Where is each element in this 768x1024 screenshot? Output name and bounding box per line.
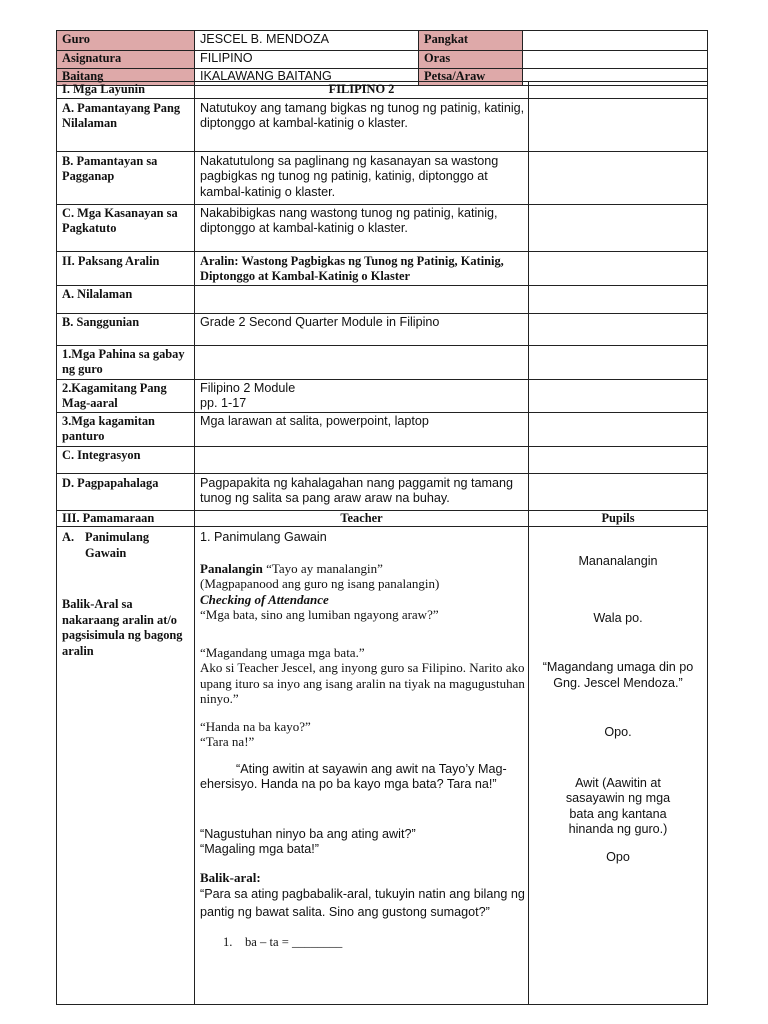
panimulang-heading <box>62 530 194 561</box>
pamantayang-text: Natutukoy ang tamang bigkas ng tunog ng patinig, katinig, diptonggo at kambal-katinig o klaster. <box>195 98 529 151</box>
kasanayan-text: Nakabibigkas nang wastong tunog ng patinig, katinig, diptonggo at kambal-katinig o klaster. <box>195 204 529 251</box>
nilalaman-label: A. Nilalaman <box>57 285 195 313</box>
paksang-text: Aralin: Wastong Pagbigkas ng Tunog ng Patinig, Katinig, Diptonggo at Kambal-Katinig o Klaster <box>195 251 529 285</box>
panalangin-note: (Magpapanood ang guro ng isang panalangin) <box>200 576 440 591</box>
empty-cell <box>529 313 708 345</box>
empty-cell <box>529 82 708 99</box>
pagganap-text: Nakatutulong sa paglinang ng kasanayan sa wastong pagbigkas ng tunog ng patinig, katinig, diptonggo at kambal-katinig o klaster. <box>195 151 529 204</box>
kagamitang-label: 2.Kagamitang Pang Mag-aaral <box>57 379 195 412</box>
pupils-cell <box>529 527 708 1005</box>
panimulang-text: Panimulang Gawain <box>85 530 150 560</box>
empty-cell <box>529 204 708 251</box>
tara-line: “Tara na!” <box>200 734 255 749</box>
checking-attendance: Checking of Attendance <box>200 591 329 607</box>
awitin-instruction: “Ating awitin at sayawin ang awit na Tayo’y Mag-ehersisyo. Handa na po ba kayo mga bata? Tara na!” <box>200 761 507 791</box>
pamantayang-label: A. Pamantayang Pang Nilalaman <box>57 98 195 151</box>
pangkat-value <box>523 31 708 51</box>
oras-value <box>523 51 708 69</box>
nagustuhan-question: “Nagustuhan ninyo ba ang ating awit?” <box>200 826 416 841</box>
empty-cell <box>529 412 708 446</box>
panalangin-line <box>200 561 528 577</box>
procedure-left-cell <box>57 527 195 1005</box>
pupil-umaga: “Magandang umaga din po Gng. Jescel Mendoza.” <box>542 660 694 690</box>
header-table <box>56 30 708 86</box>
empty-cell <box>529 379 708 412</box>
kagamitang-line1: Filipino 2 Module <box>200 380 296 395</box>
layunin-label: I. Mga Layunin <box>57 82 195 99</box>
kasanayan-label: C. Mga Kasanayan sa Pagkatuto <box>57 204 195 251</box>
review-item-1-text: ba – ta = ________ <box>245 935 343 949</box>
pagpapahalaga-label: D. Pagpapahalaga <box>57 473 195 510</box>
pupils-header: Pupils <box>529 510 708 527</box>
asignatura-label: Asignatura <box>57 51 195 69</box>
asignatura-value: FILIPINO <box>195 51 419 69</box>
lesson-plan-table <box>56 81 708 1005</box>
pupil-wala-po: Wala po. <box>593 610 643 625</box>
petsa-label: Petsa/Araw <box>419 68 523 86</box>
balik-aral-text: “Para sa ating pagbabalik-aral, tukuyin natin ang bilang ng pantig ng bawat salita. Sino ang gustong sumagot?” <box>200 887 525 919</box>
sanggunian-label: B. Sanggunian <box>57 313 195 345</box>
integrasyon-label: C. Integrasyon <box>57 446 195 473</box>
empty-cell <box>195 285 529 313</box>
empty-cell <box>529 251 708 285</box>
pupil-opo: Opo. <box>604 725 632 739</box>
sanggunian-text: Grade 2 Second Quarter Module in Filipino <box>195 313 529 345</box>
magaling-line: “Magaling mga bata!” <box>200 842 320 856</box>
guro-value: JESCEL B. MENDOZA <box>195 31 419 51</box>
layunin-title: FILIPINO 2 <box>195 82 529 99</box>
empty-cell <box>529 151 708 204</box>
pupil-manalangin: Mananalangin <box>578 554 658 568</box>
baitang-label: Baitang <box>57 68 195 86</box>
empty-cell <box>529 285 708 313</box>
teacher-intro: Ako si Teacher Jescel, ang inyong guro sa Filipino. Narito ako upang ituro sa inyo ang isang aralin na tiyak na magugustuhan ninyo.” <box>200 660 525 706</box>
empty-cell <box>529 345 708 379</box>
balik-aral-heading: Balik-aral: <box>200 869 261 885</box>
paksang-label: II. Paksang Aralin <box>57 251 195 285</box>
pangkat-label: Pangkat <box>419 31 523 51</box>
empty-cell <box>529 98 708 151</box>
lumiban-question: “Mga bata, sino ang lumiban ngayong araw?” <box>200 607 439 622</box>
empty-cell <box>195 446 529 473</box>
pupil-opo-2: Opo <box>606 849 630 864</box>
review-item-1-number: 1. <box>223 935 233 949</box>
umaga-greeting: “Magandang umaga mga bata.” <box>200 644 365 660</box>
panalangin-quote: “Tayo ay manalangin” <box>262 560 383 576</box>
kagamitang-cell <box>195 379 529 412</box>
pahina-label: 1.Mga Pahina sa gabay ng guro <box>57 345 195 379</box>
empty-cell <box>529 473 708 510</box>
baitang-value: IKALAWANG BAITANG <box>195 68 419 86</box>
panturo-text: Mga larawan at salita, powerpoint, laptop <box>195 412 529 446</box>
panimulang-letter: A. <box>62 530 75 544</box>
balik-aral-label: Balik-Aral sa nakaraang aralin at/o pagsisimula ng bagong aralin <box>62 597 183 658</box>
guro-label: Guro <box>57 31 195 51</box>
oras-label: Oras <box>419 51 523 69</box>
pamamaraan-label: III. Pamamaraan <box>57 510 195 527</box>
pagganap-label: B. Pamantayan sa Pagganap <box>57 151 195 204</box>
pupil-awit: Awit (Aawitin at sasayawin ng mga bata ang kantana hinanda ng guro.) <box>565 775 671 836</box>
empty-cell <box>195 345 529 379</box>
handa-question: “Handa na ba kayo?” <box>200 718 311 734</box>
review-item-1 <box>200 935 528 951</box>
empty-cell <box>529 446 708 473</box>
pagpapahalaga-text: Pagpapakita ng kahalagahan nang paggamit ng tamang tunog ng salita sa pang araw araw na buhay. <box>195 473 529 510</box>
teacher-cell <box>195 527 529 1005</box>
panimulang-gawain: 1. Panimulang Gawain <box>200 530 327 544</box>
kagamitang-line2: pp. 1-17 <box>200 396 247 410</box>
panturo-label: 3.Mga kagamitan panturo <box>57 412 195 446</box>
teacher-header: Teacher <box>195 510 529 527</box>
panalangin-bold: Panalangin <box>200 560 263 576</box>
